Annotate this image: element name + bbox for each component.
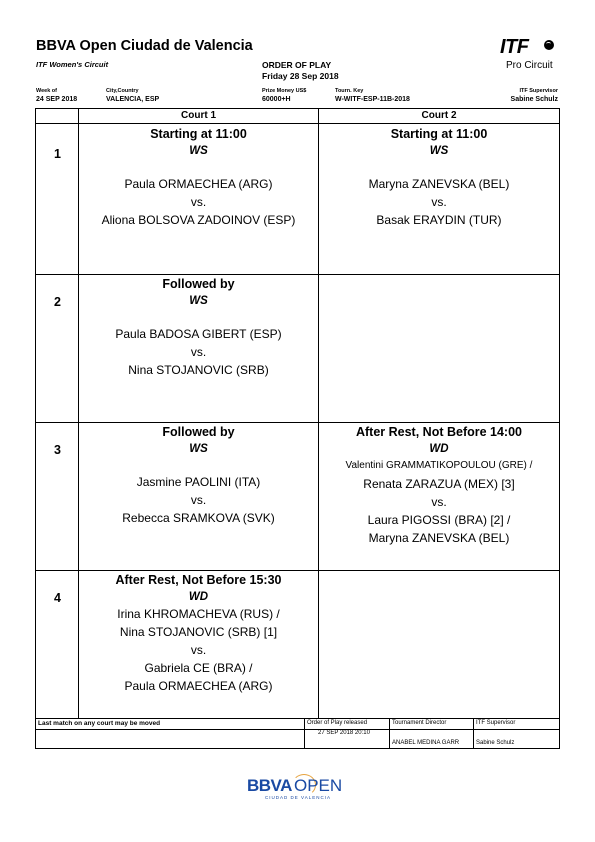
player: Maryna ZANEVSKA (BEL) [368,531,510,545]
player: Jasmine PAOLINI (ITA) [136,475,261,489]
court-1-header: Court 1 [181,110,216,121]
city-value: VALENCIA, ESP [106,96,160,103]
court-2-header: Court 2 [421,110,457,121]
player: Maryna ZANEVSKA (BEL) [368,177,510,191]
event-code: WS [189,443,208,455]
player: Paula BADOSA GIBERT (ESP) [115,327,282,341]
grid-line [36,274,559,275]
versus: vs. [431,495,447,509]
grid-line [36,729,559,730]
event-code: WD [429,443,449,455]
versus: vs. [190,493,207,507]
footer-supervisor-value: Sabine Schulz [476,740,515,746]
versus: vs. [190,345,207,359]
match-cell [79,424,318,527]
bbva-text: BBVA [247,776,292,795]
player: Gabriela CE (BRA) / [144,661,253,675]
match-cell [319,126,559,229]
player: Valentini GRAMMATIKOPOULOU (GRE) / [345,460,533,471]
event-code: WD [188,591,209,603]
player: Paula ORMAECHEA (ARG) [124,679,273,693]
tournament-key-value: W-WITF-ESP-11B-2018 [335,96,410,103]
match-cell [319,424,559,547]
event-code: WS [189,295,208,307]
grid-line [389,719,390,748]
week-of-label: Week of [36,88,57,94]
versus: vs. [190,643,207,657]
row-number: 3 [54,443,61,457]
grid-line [36,422,559,423]
player: Laura PIGOSSI (BRA) [2] / [367,513,511,527]
tennis-ball-icon [544,40,554,50]
start-time: After Rest, Not Before 15:30 [115,573,282,587]
player: Irina KHROMACHEVA (RUS) / [117,607,280,621]
prize-money-label: Prize Money US$ [262,88,307,94]
logo-subtitle: CIUDAD DE VALENCIA [265,795,331,800]
versus: vs. [431,195,447,209]
grid-line [473,719,474,748]
event-code: WS [429,145,449,157]
player: Nina STOJANOVIC (SRB) [1] [119,625,278,639]
player: Paula ORMAECHEA (ARG) [124,177,273,191]
grid-line [36,570,559,571]
released-value: 27 SEP 2018 20:10 [318,730,370,736]
match-cell [79,276,318,379]
start-time: Followed by [162,425,235,439]
start-time: After Rest, Not Before 14:00 [355,425,522,439]
itf-logo-text: ITF [500,36,529,58]
itf-supervisor-value: Sabine Schulz [510,96,558,103]
footer-supervisor-label: ITF Supervisor [476,720,516,726]
player: Rebecca SRAMKOVA (SVK) [122,511,275,525]
start-time: Followed by [162,277,235,291]
director-label: Tournament Director [392,720,447,726]
player: Nina STOJANOVIC (SRB) [128,363,269,377]
player: Aliona BOLSOVA ZADOINOV (ESP) [101,213,296,227]
match-cell [79,126,318,229]
start-time: Starting at 11:00 [390,127,488,141]
circuit-name: ITF Women's Circuit [36,60,109,69]
row-number: 2 [54,295,61,309]
bbva-open-logo [247,776,349,806]
order-of-play-date: Friday 28 Sep 2018 [262,71,339,81]
order-of-play-label: ORDER OF PLAY [262,60,332,70]
footer-table [35,719,560,749]
row-number: 1 [54,147,61,161]
grid-line [36,123,559,124]
tournament-key-label: Tourn. Key [335,88,364,94]
schedule-table [35,108,560,719]
footer-note: Last match on any court may be moved [38,720,161,727]
prize-money-value: 60000+H [262,96,291,103]
open-text: OPEN [294,776,343,795]
player: Renata ZARAZUA (MEX) [3] [363,477,515,491]
week-of-value: 24 SEP 2018 [36,96,78,103]
tournament-title: BBVA Open Ciudad de Valencia [36,38,253,54]
director-value: ANABEL MEDINA GARR [392,740,460,746]
city-label: City,Country [106,88,139,94]
player: Basak ERAYDIN (TUR) [376,213,502,227]
start-time: Starting at 11:00 [150,127,247,141]
itf-pro-circuit-logo [500,36,562,76]
itf-supervisor-label: ITF Supervisor [519,88,558,94]
versus: vs. [190,195,207,209]
event-code: WS [189,145,208,157]
released-label: Order of Play released [307,720,368,726]
grid-line [304,719,305,748]
row-number: 4 [54,591,61,605]
pro-circuit-text: Pro Circuit [506,60,553,71]
match-cell [79,572,318,695]
